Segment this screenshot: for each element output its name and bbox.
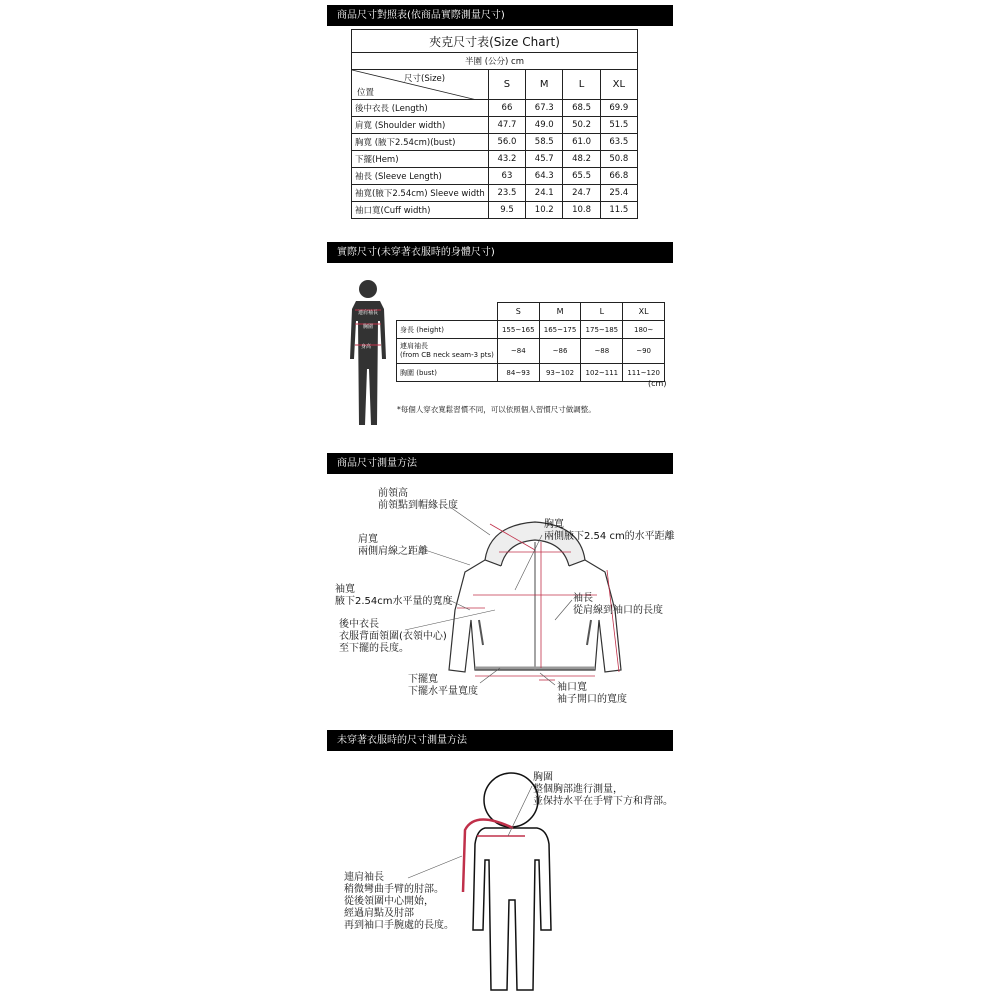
table-row (352, 168, 638, 185)
label-line: 從肩線到袖口的長度 (573, 605, 663, 616)
label-front-collar (378, 488, 458, 512)
row-label: 肩寬 (Shoulder width) (352, 117, 489, 134)
jacket-callout-lines (0, 470, 1000, 730)
label-line: 袖子開口的寬度 (557, 694, 627, 705)
table-row (352, 185, 638, 202)
label-line: 稍微彎曲手臂的肘部。 (344, 884, 444, 895)
label-line: 腋下2.54cm水平量的寬度 (335, 596, 453, 607)
label-line: 從後領圍中心開始， (344, 896, 434, 907)
label-line: 連肩袖長 (344, 872, 384, 883)
label-line: 下擺水平量寬度 (408, 686, 478, 697)
section-title-body-measure: 未穿著衣服時的尺寸測量方法 (327, 730, 673, 751)
size-header: XL (623, 303, 665, 321)
label-line: 經過肩點及肘部 (344, 908, 414, 919)
size-header: M (526, 70, 563, 100)
label-cuff (557, 682, 627, 706)
size-header: S (488, 70, 525, 100)
cell: 10.8 (563, 202, 600, 219)
label-line: 袖口寬 (557, 682, 587, 693)
cell: 50.8 (600, 151, 637, 168)
row-label: 胸圍 (bust) (397, 364, 498, 382)
fit-note: *每個人穿衣寬鬆習慣不同，可以依照個人習慣尺寸做調整。 (397, 405, 596, 414)
size-chart-subtitle: 半圍 (公分) cm (352, 53, 638, 70)
cell: 23.5 (488, 185, 525, 202)
label-line: 下擺寬 (408, 674, 438, 685)
section-title-body-size: 實際尺寸(未穿著衣服時的身體尺寸) (327, 242, 673, 263)
row-label-line: (from CB neck seam-3 pts) (400, 351, 494, 359)
cell: 66.8 (600, 168, 637, 185)
size-chart-table (351, 29, 638, 219)
cell: ~84 (497, 339, 539, 364)
cell: 69.9 (600, 100, 637, 117)
cell: ~86 (539, 339, 581, 364)
label-line: 後中衣長 (339, 619, 379, 630)
label-sleeve-length (573, 593, 663, 617)
cell: 102~111 (581, 364, 623, 382)
label-line: 再到袖口手腕處的長度。 (344, 920, 454, 931)
label-line: 兩側肩線之距離 (358, 546, 428, 557)
cell: 66 (488, 100, 525, 117)
table-row (397, 364, 665, 382)
cell: 50.2 (563, 117, 600, 134)
label-line: 胸圍 (533, 772, 553, 783)
cell: 11.5 (600, 202, 637, 219)
label-line: 並保持水平在手臂下方和背部。 (533, 796, 673, 807)
cell: 48.2 (563, 151, 600, 168)
label-line: 衣服背面領圍(衣領中心) (339, 631, 447, 642)
cell: 63.5 (600, 134, 637, 151)
cell: 61.0 (563, 134, 600, 151)
label-body-chest (533, 772, 673, 808)
cell: 47.7 (488, 117, 525, 134)
size-header: XL (600, 70, 637, 100)
table-row (397, 321, 665, 339)
label-line: 肩寬 (358, 534, 378, 545)
cell: 45.7 (526, 151, 563, 168)
size-header: S (497, 303, 539, 321)
cell: 49.0 (526, 117, 563, 134)
size-header: L (581, 303, 623, 321)
label-sleeve-width (335, 584, 453, 608)
cell: 175~185 (581, 321, 623, 339)
row-label-line: 連肩袖長 (400, 342, 428, 350)
label-line: 兩側腋下2.54 cm的水平距離 (544, 531, 675, 542)
size-chart-title: 夾克尺寸表(Size Chart) (352, 30, 638, 53)
table-row (352, 202, 638, 219)
corner-position-label: 位置 (357, 88, 375, 98)
row-label: 袖口寬(Cuff width) (352, 202, 489, 219)
body-callout-lines (0, 770, 1000, 930)
table-row (397, 339, 665, 364)
cell: 24.1 (526, 185, 563, 202)
label-line: 整個胸部進行測量， (533, 784, 623, 795)
label-hem (408, 674, 478, 698)
row-label (397, 339, 498, 364)
label-back-length (339, 619, 447, 655)
cell: 58.5 (526, 134, 563, 151)
section-title-measure: 商品尺寸測量方法 (327, 453, 673, 474)
section-title-size-chart: 商品尺寸對照表(依商品實際測量尺寸) (327, 5, 673, 26)
corner-size-label: 尺寸(Size) (404, 74, 446, 84)
cell: 68.5 (563, 100, 600, 117)
cell: 155~165 (497, 321, 539, 339)
label-line: 胸寬 (544, 519, 564, 530)
cell: 51.5 (600, 117, 637, 134)
table-row (352, 100, 638, 117)
row-label: 下擺(Hem) (352, 151, 489, 168)
cell: 24.7 (563, 185, 600, 202)
cell: 25.4 (600, 185, 637, 202)
row-label: 身長 (height) (397, 321, 498, 339)
size-chart-corner (352, 70, 489, 100)
label-line: 袖寬 (335, 584, 355, 595)
size-header: M (539, 303, 581, 321)
cell: 165~175 (539, 321, 581, 339)
empty-corner (397, 303, 498, 321)
size-header: L (563, 70, 600, 100)
figure-label-sleeve: 連肩袖長 (358, 310, 379, 316)
row-label: 袖寬(腋下2.54cm) Sleeve width (352, 185, 489, 202)
label-line: 袖長 (573, 593, 593, 604)
cell: ~90 (623, 339, 665, 364)
cell: 180~ (623, 321, 665, 339)
row-label: 袖長 (Sleeve Length) (352, 168, 489, 185)
figure-label-bust: 胸圍 (363, 324, 374, 330)
cell: 65.5 (563, 168, 600, 185)
label-chest (544, 519, 675, 543)
cell: 63 (488, 168, 525, 185)
cell: ~88 (581, 339, 623, 364)
cell: 111~120 (623, 364, 665, 382)
cell: 10.2 (526, 202, 563, 219)
label-line: 前領高 (378, 488, 408, 499)
label-shoulder (358, 534, 428, 558)
unit-label: (cm) (648, 379, 667, 388)
table-row (352, 117, 638, 134)
table-row (352, 151, 638, 168)
cell: 67.3 (526, 100, 563, 117)
label-line: 至下擺的長度。 (339, 643, 409, 654)
row-label: 後中衣長 (Length) (352, 100, 489, 117)
label-line: 前領點到帽緣長度 (378, 500, 458, 511)
figure-label-height: 身高 (361, 344, 372, 350)
label-body-sleeve (344, 872, 454, 932)
cell: 84~93 (497, 364, 539, 382)
cell: 43.2 (488, 151, 525, 168)
cell: 64.3 (526, 168, 563, 185)
cell: 93~102 (539, 364, 581, 382)
row-label: 胸寬 (腋下2.54cm)(bust) (352, 134, 489, 151)
body-size-table (396, 302, 665, 382)
cell: 56.0 (488, 134, 525, 151)
table-row (352, 134, 638, 151)
cell: 9.5 (488, 202, 525, 219)
